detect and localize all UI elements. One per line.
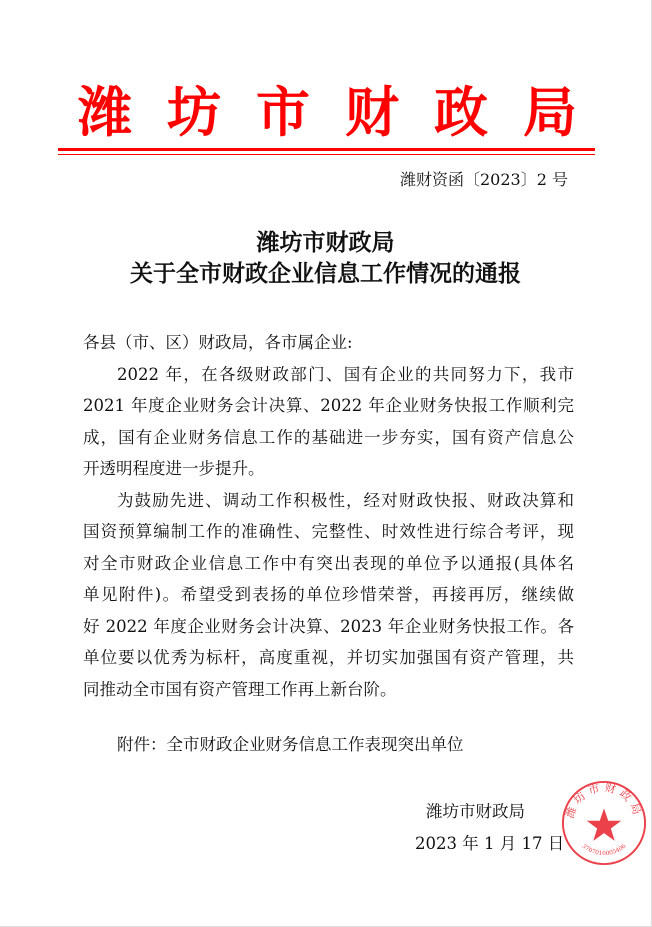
document-title <box>0 227 651 289</box>
attachment-note: 附件：全市财政企业财务信息工作表现突出单位 <box>117 735 464 754</box>
masthead-char: 潍 <box>78 80 132 144</box>
masthead-char: 财 <box>345 80 399 144</box>
signature-date: 2023 年 1 月 17 日 <box>415 833 565 853</box>
paragraph-2-line: 为鼓励先进、调动工作积极性，经对财政快报、财政决算和 <box>117 490 574 510</box>
paragraph-1-line: 成，国有企业财务信息工作的基础进一步夯实，国有资产信息公 <box>83 427 574 447</box>
paragraph-2-line: 对全市财政企业信息工作中有突出表现的单位予以通报(具体名 <box>83 553 574 573</box>
title-line-2: 关于全市财政企业信息工作情况的通报 <box>130 260 521 287</box>
masthead-char: 市 <box>256 80 310 144</box>
document-body <box>83 327 574 761</box>
masthead-char: 政 <box>434 80 488 144</box>
paragraph-2-line: 同推动全市国有资产管理工作再上新台阶。 <box>83 679 397 699</box>
document-number: 潍财资函〔2023〕2 号 <box>400 170 568 189</box>
paragraph-2-line: 好 2022 年度企业财务会计决算、2023 年企业财务快报工作。各 <box>83 616 574 636</box>
title-line-1: 潍坊市财政局 <box>256 229 395 256</box>
paragraph-2-line: 单见附件)。希望受到表扬的单位珍惜荣誉，再接再厉，继续做 <box>83 585 574 604</box>
paragraph-1-line: 2021 年度企业财务会计决算、2022 年企业财务快报工作顺利完 <box>83 396 574 415</box>
red-divider-thick <box>58 148 595 151</box>
seal-text: 潍坊市财政局 <box>563 780 645 820</box>
masthead-char: 局 <box>523 80 577 144</box>
paragraph-1-line: 2022 年，在各级财政部门、国有企业的共同努力下，我市 <box>117 364 574 384</box>
official-seal <box>560 779 648 867</box>
red-divider-thin <box>58 154 595 155</box>
seal-star-icon <box>587 808 622 841</box>
paragraph-1-line: 开透明程度进一步提升。 <box>83 459 265 478</box>
signature-block <box>0 780 651 889</box>
paragraph-2-line: 国资预算编制工作的准确性、完整性、时效性进行综合考评，现 <box>83 522 574 541</box>
greeting: 各县（市、区）财政局，各市属企业: <box>83 333 353 352</box>
seal-code: 3707010005406 <box>580 842 628 857</box>
paragraph-2-line: 单位要以优秀为标杆，高度重视，并切实加强国有资产管理，共 <box>83 648 574 667</box>
signature-org: 潍坊市财政局 <box>426 801 525 821</box>
masthead-title <box>78 82 577 142</box>
masthead-char: 坊 <box>167 80 221 144</box>
